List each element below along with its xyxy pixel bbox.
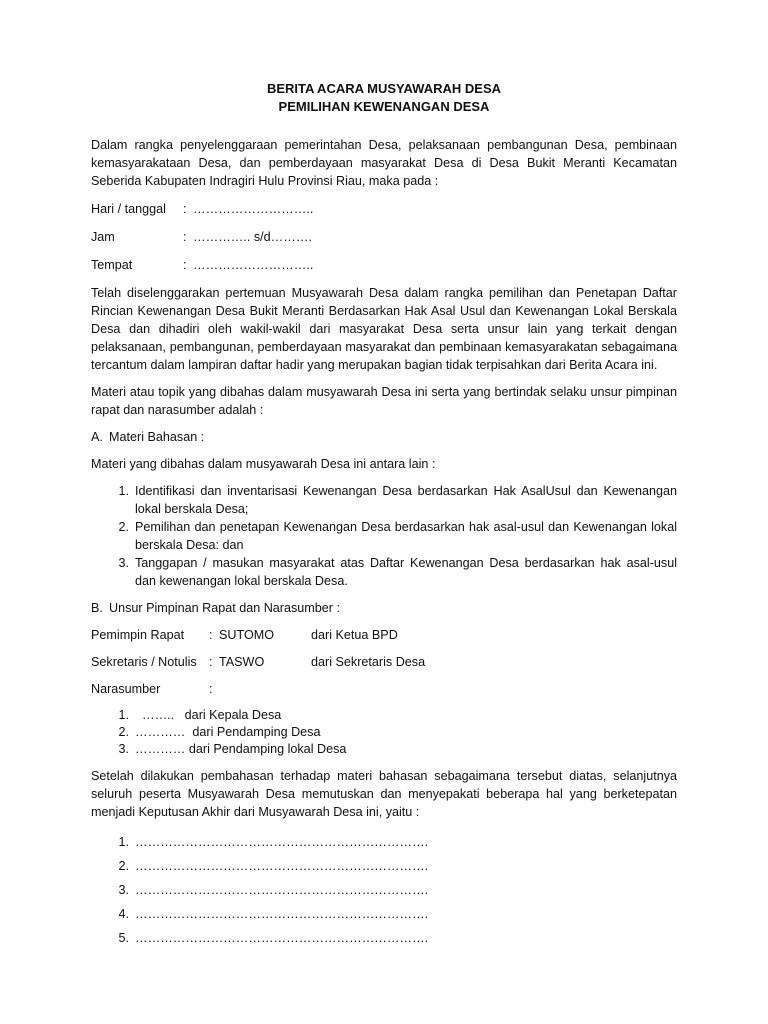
title-line-1: BERITA ACARA MUSYAWARAH DESA bbox=[266, 81, 501, 96]
narasumber-heading bbox=[91, 680, 677, 698]
field-row-place bbox=[91, 256, 677, 274]
field-row-date bbox=[91, 200, 677, 218]
person-label: Pemimpin Rapat bbox=[91, 628, 185, 642]
list-item bbox=[91, 518, 677, 554]
list-number: 2. bbox=[118, 725, 129, 739]
person-label: Sekretaris / Notulis bbox=[91, 655, 197, 669]
person-row-chair bbox=[91, 626, 677, 644]
closing-paragraph: Setelah dilakukan pembahasan terhadap materi bahasan sebagaimana tersebut diatas, selanjutnya seluruh peserta Musyawarah Desa memutuskan dan menyepakati beberapa hal yang berketepatan menjadi Keputusan Akhir dari Musyawarah Desa ini, yaitu : bbox=[91, 769, 677, 819]
list-number: 2. bbox=[118, 520, 129, 534]
material-list bbox=[91, 482, 677, 590]
topic-paragraph: Materi atau topik yang dibahas dalam musyawarah Desa ini serta yang bertindak selaku unsur pimpinan rapat dan narasumber adalah : bbox=[91, 385, 677, 417]
intro-paragraph: Dalam rangka penyelenggaraan pemerintahan Desa, pelaksanaan pembangunan Desa, pembinaan kemasyarakataan Desa, dan pemberdayaan masyarakat Desa di Desa Bukit Meranti Kecamatan Seberida Kabupaten Indragiri Hulu Provinsi Riau, maka pada : bbox=[91, 138, 677, 188]
field-label: Hari / tanggal bbox=[91, 202, 166, 216]
person-row-secretary bbox=[91, 653, 677, 671]
section-index: A. bbox=[91, 430, 103, 444]
section-b-heading bbox=[91, 599, 677, 617]
person-separator: : bbox=[209, 628, 213, 642]
field-separator: : bbox=[183, 230, 187, 244]
field-value: ……………………….. bbox=[193, 258, 314, 272]
list-item bbox=[91, 881, 677, 899]
document-body bbox=[91, 80, 677, 953]
field-label: Jam bbox=[91, 230, 115, 244]
list-number: 3. bbox=[118, 742, 129, 756]
decision-list bbox=[91, 833, 677, 947]
list-text: …….. dari Kepala Desa bbox=[135, 708, 282, 722]
narasumber-list bbox=[91, 707, 677, 758]
list-text: ………… dari Pendamping lokal Desa bbox=[135, 742, 347, 756]
list-item bbox=[91, 707, 677, 724]
field-row-time bbox=[91, 228, 677, 246]
list-text: Pemilihan dan penetapan Kewenangan Desa berdasarkan hak asal-usul dan Kewenangan lokal berskala Desa: dan bbox=[135, 520, 677, 552]
list-text: ……………………………………………………………. bbox=[135, 859, 429, 873]
person-name: TASWO bbox=[219, 655, 265, 669]
list-text: ………… dari Pendamping Desa bbox=[135, 725, 321, 739]
list-text: ……………………………………………………………. bbox=[135, 883, 429, 897]
list-number: 1. bbox=[118, 708, 129, 722]
list-number: 2. bbox=[118, 859, 129, 873]
meeting-paragraph: Telah diselenggarakan pertemuan Musyawarah Desa dalam rangka pemilihan dan Penetapan Daftar Rincian Kewenangan Desa Bukit Meranti Berdasarkan Hak Asal Usul dan Kewenangan Lokal Berskala Desa dan dihadiri oleh wakil-wakil dari masyarakat Desa serta unsur lain yang terkait dengan pelaksanaan, pembangunan, pemberdayaan masyarakat dan pembinaan kemasyarakatan sebagaimana tercantum dalam lampiran daftar hadir yang merupakan bagian tidak terpisahkan dari Berita Acara ini. bbox=[91, 286, 677, 372]
section-a-lead: Materi yang dibahas dalam musyawarah Desa ini antara lain : bbox=[91, 457, 436, 471]
person-separator: : bbox=[209, 655, 213, 669]
field-separator: : bbox=[183, 258, 187, 272]
list-text: ……………………………………………………………. bbox=[135, 931, 429, 945]
list-item bbox=[91, 741, 677, 758]
person-role: dari Ketua BPD bbox=[311, 628, 398, 642]
list-item bbox=[91, 724, 677, 741]
field-value: ………….. s/d………. bbox=[193, 230, 312, 244]
list-text: ……………………………………………………………. bbox=[135, 835, 429, 849]
person-name: SUTOMO bbox=[219, 628, 275, 642]
field-separator: : bbox=[183, 202, 187, 216]
list-number: 4. bbox=[118, 907, 129, 921]
field-value: ……………………….. bbox=[193, 202, 314, 216]
list-number: 1. bbox=[118, 484, 129, 498]
list-item bbox=[91, 857, 677, 875]
title-line-2: PEMILIHAN KEWENANGAN DESA bbox=[278, 99, 490, 114]
list-number: 5. bbox=[118, 931, 129, 945]
list-item bbox=[91, 554, 677, 590]
section-index: B. bbox=[91, 601, 103, 615]
list-number: 3. bbox=[118, 883, 129, 897]
section-a-heading bbox=[91, 428, 677, 446]
narasumber-separator: : bbox=[209, 682, 213, 696]
field-label: Tempat bbox=[91, 258, 133, 272]
person-role: dari Sekretaris Desa bbox=[311, 655, 426, 669]
list-item bbox=[91, 929, 677, 947]
list-text: Identifikasi dan inventarisasi Kewenangan Desa berdasarkan Hak AsalUsul dan Kewenangan lokal berskala Desa; bbox=[135, 484, 677, 516]
section-label: Materi Bahasan : bbox=[109, 430, 205, 444]
meeting-fields bbox=[91, 200, 677, 274]
list-item bbox=[91, 905, 677, 923]
document-title bbox=[91, 80, 677, 116]
list-number: 1. bbox=[118, 835, 129, 849]
section-label: Unsur Pimpinan Rapat dan Narasumber : bbox=[109, 601, 340, 615]
narasumber-label: Narasumber bbox=[91, 682, 161, 696]
list-text: Tanggapan / masukan masyarakat atas Daftar Kewenangan Desa berdasarkan hak asal-usul dan kewenangan lokal berskala Desa. bbox=[135, 556, 677, 588]
list-item bbox=[91, 482, 677, 518]
list-number: 3. bbox=[118, 556, 129, 570]
list-text: ……………………………………………………………. bbox=[135, 907, 429, 921]
list-item bbox=[91, 833, 677, 851]
